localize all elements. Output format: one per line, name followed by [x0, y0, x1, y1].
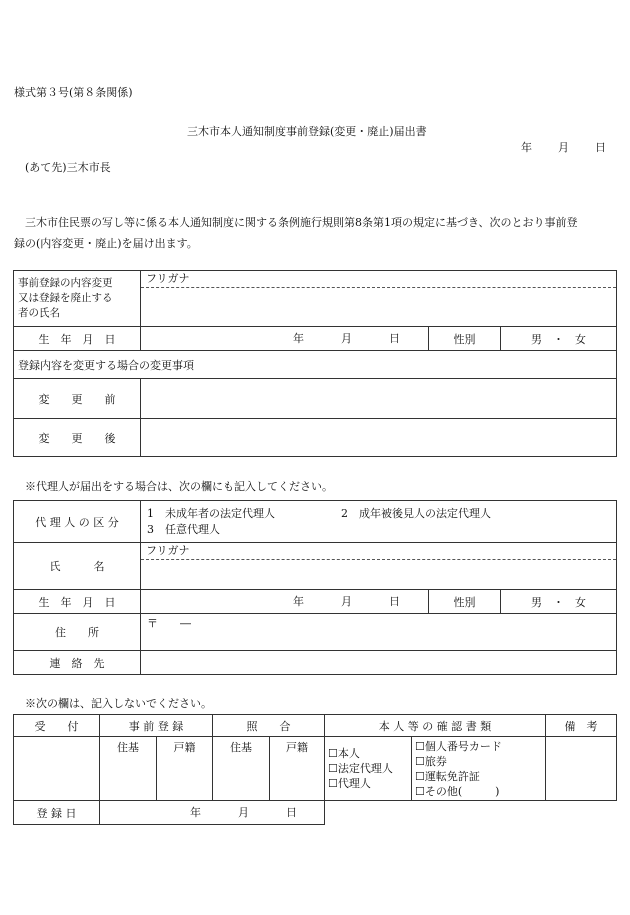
agent-dob-month: 月: [341, 595, 352, 608]
agent-dob-day: 日: [389, 595, 400, 608]
form-title: 三木市本人通知制度事前登録(変更・廃止)届出書: [187, 125, 427, 138]
agent-contact-field[interactable]: [141, 651, 617, 675]
change-items-header: 登録内容を変更する場合の変更事項: [14, 351, 617, 379]
after-change-label: 変 更 後: [14, 419, 141, 457]
date-month-label: 月: [558, 141, 569, 154]
registration-date-table: [13, 800, 325, 825]
doc-options-cell: [412, 737, 546, 801]
registrant-name-input[interactable]: [141, 287, 616, 326]
agent-dob-year: 年: [293, 595, 304, 608]
intro-line-1: 三木市住民票の写し等に係る本人通知制度に関する条例施行規則第8条第1項の規定に基づき、次のとおり事前登: [25, 216, 578, 229]
agent-contact-label: 連 絡 先: [14, 651, 141, 675]
agent-table: [13, 500, 617, 675]
registrant-table: [13, 270, 617, 457]
agent-note: ※代理人が届出をする場合は、次の欄にも記入してください。: [25, 480, 333, 493]
agent-option-1[interactable]: 1 未成年者の法定代理人: [147, 506, 275, 520]
remarks-cell[interactable]: [546, 737, 617, 801]
registrant-sex-label: 性別: [429, 327, 501, 351]
registrant-dob-year: 年: [293, 332, 304, 345]
agent-dob-label: 生 年 月 日: [14, 590, 141, 614]
intro-line-2: 録の(内容変更・廃止)を届け出ます。: [14, 237, 198, 250]
agent-category-options[interactable]: [141, 501, 617, 543]
verify-juki[interactable]: 住基: [213, 737, 270, 801]
date-day-label: 日: [595, 141, 606, 154]
agent-name-label: 氏 名: [14, 543, 141, 590]
reg-date-field[interactable]: [100, 801, 325, 825]
person-option[interactable]: ☐法定代理人: [328, 762, 393, 775]
col-remarks: 備 考: [546, 715, 617, 737]
doc-option[interactable]: ☐個人番号カード: [415, 739, 502, 753]
registrant-dob-field[interactable]: [141, 327, 429, 351]
person-option[interactable]: ☐代理人: [328, 777, 371, 790]
date-year-label: 年: [521, 141, 532, 154]
agent-address-field[interactable]: [141, 614, 617, 651]
agent-name-input[interactable]: [141, 559, 616, 589]
agent-sex-options[interactable]: 男 ・ 女: [501, 590, 617, 614]
receipt-cell[interactable]: [14, 737, 100, 801]
agent-sex-label: 性別: [429, 590, 501, 614]
form-number: 様式第３号(第８条関係): [14, 86, 133, 99]
agent-option-3[interactable]: 3 任意代理人: [147, 522, 220, 536]
verify-koseki[interactable]: 戸籍: [270, 737, 325, 801]
agent-name-field[interactable]: [141, 543, 617, 590]
registrant-name-field[interactable]: [141, 271, 617, 327]
agent-dob-field[interactable]: [141, 590, 429, 614]
reg-date-year: 年: [190, 806, 201, 819]
col-receipt: 受 付: [14, 715, 100, 737]
person-options-cell: [325, 737, 412, 801]
agent-category-label: 代 理 人 の 区 分: [14, 501, 141, 543]
prereg-koseki[interactable]: 戸籍: [157, 737, 213, 801]
office-table: [13, 714, 617, 801]
prereg-juki[interactable]: 住基: [100, 737, 157, 801]
agent-furigana-label: フリガナ: [146, 544, 190, 557]
registrant-dob-day: 日: [389, 332, 400, 345]
agent-address-label: 住 所: [14, 614, 141, 651]
registrant-name-label: 事前登録の内容変更 又は登録を廃止する 者の氏名: [14, 271, 141, 327]
doc-option[interactable]: ☐旅券: [415, 754, 447, 768]
reg-date-label: 登 録 日: [14, 801, 100, 825]
reg-date-day: 日: [286, 806, 297, 819]
after-change-field[interactable]: [141, 419, 617, 457]
registrant-furigana-label: フリガナ: [146, 272, 190, 285]
agent-option-2[interactable]: 2 成年被後見人の法定代理人: [341, 506, 491, 520]
person-option[interactable]: ☐本人: [328, 747, 360, 760]
office-note: ※次の欄は、記入しないでください。: [25, 697, 212, 710]
registrant-dob-month: 月: [341, 332, 352, 345]
postal-mark: 〒 ―: [147, 617, 191, 630]
col-docs: 本 人 等 の 確 認 書 類: [325, 715, 546, 737]
registrant-sex-options[interactable]: 男 ・ 女: [501, 327, 617, 351]
before-change-label: 変 更 前: [14, 379, 141, 419]
registrant-dob-label: 生 年 月 日: [14, 327, 141, 351]
reg-date-month: 月: [238, 806, 249, 819]
before-change-field[interactable]: [141, 379, 617, 419]
col-verify: 照 合: [213, 715, 325, 737]
addressee: (あて先)三木市長: [25, 161, 111, 174]
doc-option[interactable]: ☐その他( ): [415, 784, 500, 798]
col-prereg: 事 前 登 録: [100, 715, 213, 737]
doc-option[interactable]: ☐運転免許証: [415, 769, 480, 783]
